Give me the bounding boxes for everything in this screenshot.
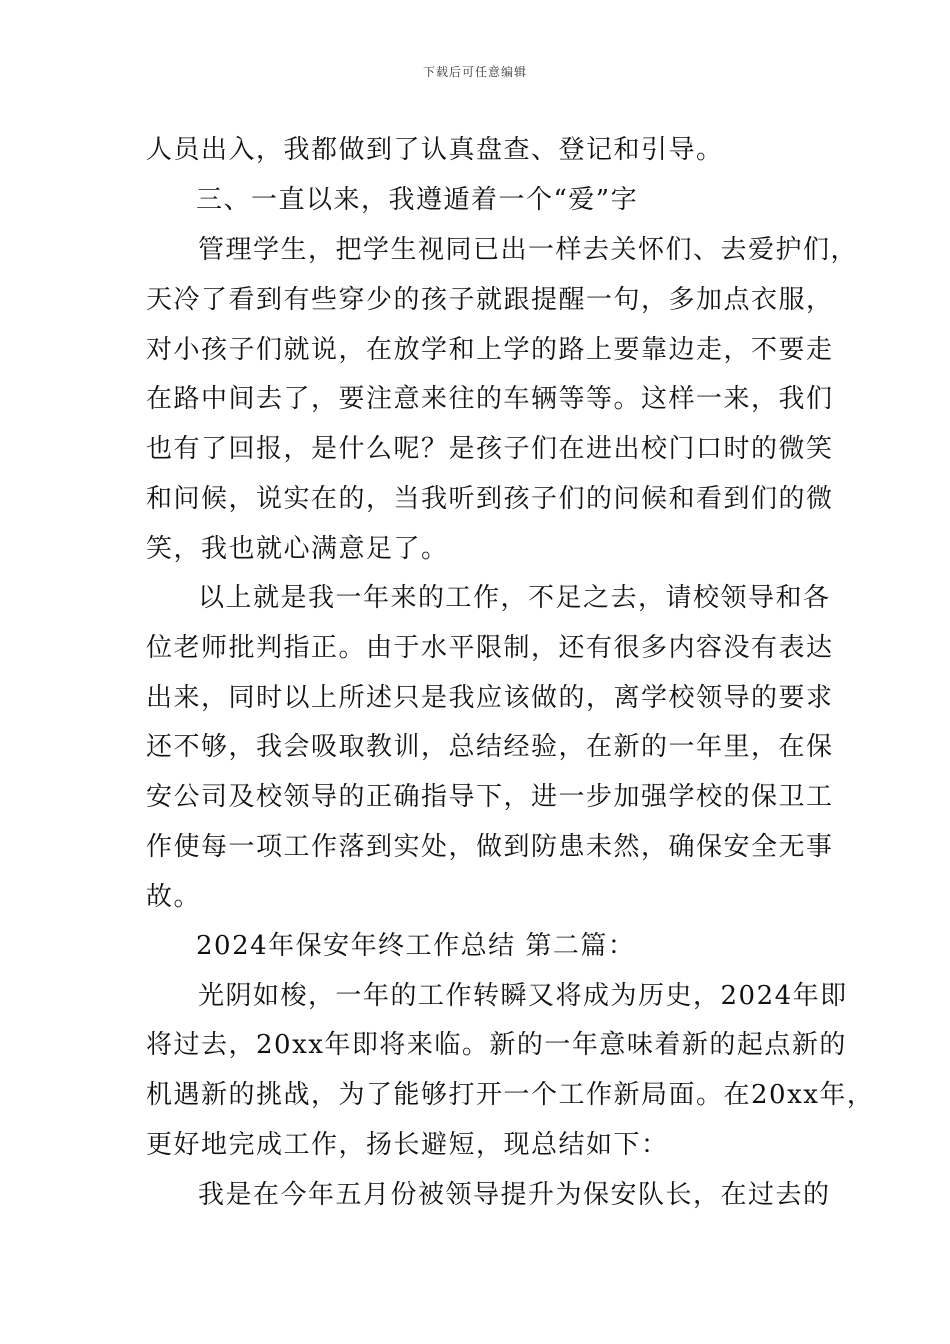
page-header-note: 下载后可任意编辑 <box>422 65 527 79</box>
text-line: 人员出入，我都做到了认真盘查、登记和引导。 <box>146 135 724 165</box>
text-line: 将过去，20xx年即将来临。新的一年意味着新的起点新的 <box>146 1030 847 1060</box>
text-line: 还不够，我会吸取教训，总结经验，在新的一年里，在保 <box>146 732 834 762</box>
text-line: 在路中间去了，要注意来往的车辆等等。这样一来，我们 <box>146 384 834 414</box>
text-line: 天冷了看到有些穿少的孩子就跟提醒一句，多加点衣服， <box>146 285 834 315</box>
text-line: 位老师批判指正。由于水平限制，还有很多内容没有表达 <box>146 633 834 663</box>
section-title: 2024年保安年终工作总结 第二篇： <box>196 931 636 961</box>
text-line: 对小孩子们就说，在放学和上学的路上要靠边走，不要走 <box>146 335 834 365</box>
text-line: 机遇新的挑战，为了能够打开一个工作新局面。在20xx年， <box>146 1080 875 1110</box>
text-line: 安公司及校领导的正确指导下，进一步加强学校的保卫工 <box>146 782 834 812</box>
text-line: 出来，同时以上所述只是我应该做的，离学校领导的要求 <box>146 683 834 713</box>
text-line: 故。 <box>146 882 202 912</box>
text-line: 更好地完成工作，扬长避短，现总结如下： <box>146 1130 669 1160</box>
text-line: 和问候，说实在的，当我听到孩子们的问候和看到们的微 <box>146 484 834 514</box>
text-line: 以上就是我一年来的工作，不足之去，请校领导和各 <box>198 583 831 613</box>
text-line: 也有了回报，是什么呢？是孩子们在进出校门口时的微笑 <box>146 434 834 464</box>
text-line: 我是在今年五月份被领导提升为保安队长，在过去的 <box>198 1180 831 1210</box>
text-line: 管理学生，把学生视同已出一样去关怀们、去爱护们， <box>198 235 859 265</box>
text-line: 作使每一项工作落到实处，做到防患未然，确保安全无事 <box>146 832 834 862</box>
text-line: 光阴如梭，一年的工作转瞬又将成为历史，2024年即 <box>198 981 848 1011</box>
text-line: 笑，我也就心满意足了。 <box>146 534 449 564</box>
section-heading: 三、一直以来，我遵遁着一个“爱”字 <box>196 185 639 215</box>
